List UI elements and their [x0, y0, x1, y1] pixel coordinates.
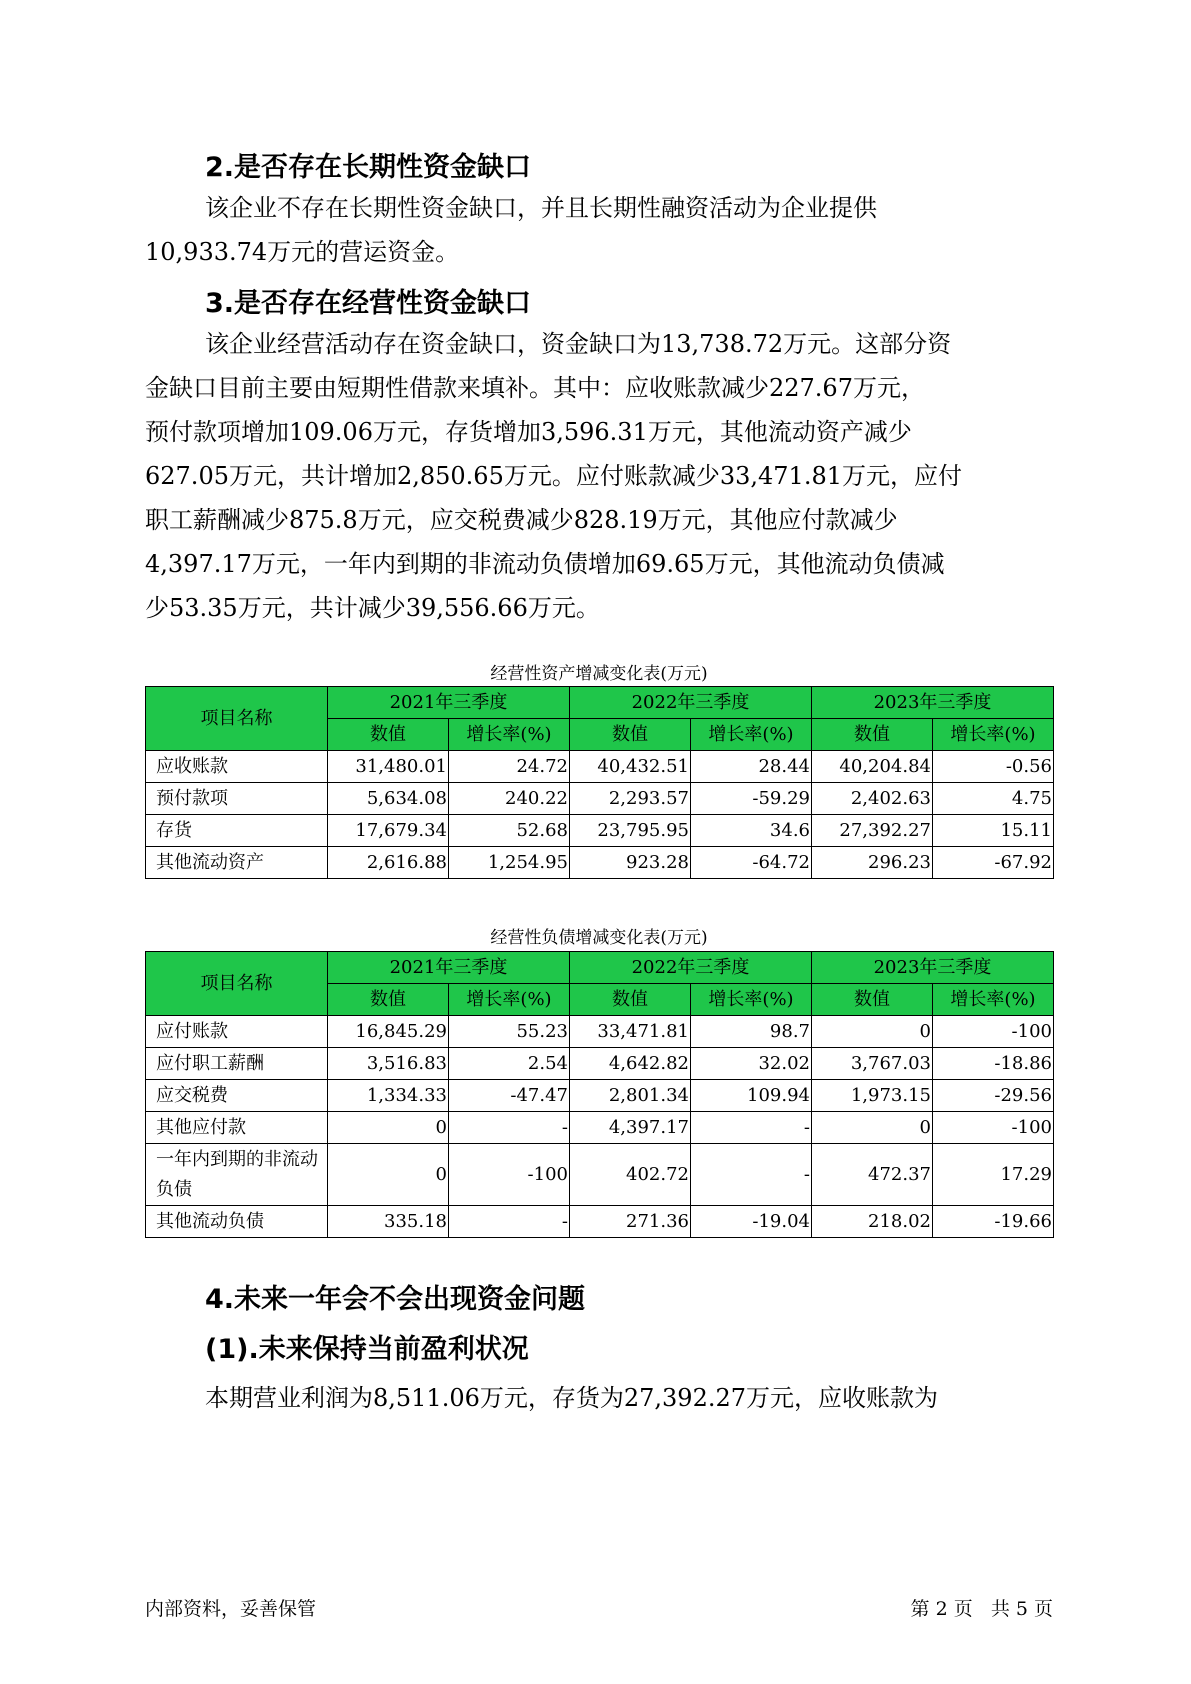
header-period: 2021年三季度: [328, 952, 570, 984]
table-cell: -: [691, 1112, 812, 1144]
table-cell: 335.18: [328, 1206, 449, 1238]
table-row: [146, 1144, 1054, 1206]
row-label: 其他流动负债: [146, 1206, 328, 1238]
asset-table-caption: 经营性资产增减变化表(万元): [490, 664, 708, 684]
table-cell: 0: [328, 1144, 449, 1206]
table-cell: 240.22: [449, 783, 570, 815]
section-4-subheading: (1).未来保持当前盈利状况: [205, 1334, 529, 1365]
table-cell: 0: [812, 1016, 933, 1048]
table-cell: 32.02: [691, 1048, 812, 1080]
footer-page-number: 第 2 页 共 5 页: [910, 1598, 1053, 1620]
paragraph-line: 该企业不存在长期性资金缺口，并且长期性融资活动为企业提供: [205, 194, 877, 222]
table-cell: 24.72: [449, 751, 570, 783]
table-cell: 40,432.51: [570, 751, 691, 783]
table-cell: 218.02: [812, 1206, 933, 1238]
table-row: [146, 815, 1054, 847]
table-row: [146, 847, 1054, 879]
table-row: [146, 783, 1054, 815]
table-cell: -64.72: [691, 847, 812, 879]
header-value: 数值: [328, 984, 449, 1016]
table-cell: 402.72: [570, 1144, 691, 1206]
row-label: 其他应付款: [146, 1112, 328, 1144]
table-cell: 4.75: [933, 783, 1054, 815]
table-cell: 4,397.17: [570, 1112, 691, 1144]
table-cell: -100: [933, 1112, 1054, 1144]
table-cell: 16,845.29: [328, 1016, 449, 1048]
table-cell: 3,516.83: [328, 1048, 449, 1080]
header-period: 2023年三季度: [812, 952, 1054, 984]
row-label: 应收账款: [146, 751, 328, 783]
table-cell: 472.37: [812, 1144, 933, 1206]
header-growth: 增长率(%): [449, 984, 570, 1016]
paragraph-line: 职工薪酬减少875.8万元，应交税费减少828.19万元，其他应付款减少: [145, 506, 898, 534]
header-item-name: 项目名称: [146, 687, 328, 751]
section-3-heading: 3.是否存在经营性资金缺口: [205, 288, 532, 319]
header-value: 数值: [812, 719, 933, 751]
table-row: [146, 1112, 1054, 1144]
header-value: 数值: [812, 984, 933, 1016]
section-2-paragraph: [145, 186, 1045, 274]
row-label: 存货: [146, 815, 328, 847]
table-row: [146, 1016, 1054, 1048]
table-cell: 15.11: [933, 815, 1054, 847]
table-cell: -18.86: [933, 1048, 1054, 1080]
table-cell: -47.47: [449, 1080, 570, 1112]
table-cell: -29.56: [933, 1080, 1054, 1112]
table-row: [146, 751, 1054, 783]
table-cell: 2.54: [449, 1048, 570, 1080]
section-3-paragraph: [145, 322, 1045, 630]
table-cell: 31,480.01: [328, 751, 449, 783]
table-cell: 34.6: [691, 815, 812, 847]
paragraph-line: 少53.35万元，共计减少39,556.66万元。: [145, 594, 600, 622]
table-cell: 55.23: [449, 1016, 570, 1048]
header-value: 数值: [328, 719, 449, 751]
table-cell: 5,634.08: [328, 783, 449, 815]
header-period: 2023年三季度: [812, 687, 1054, 719]
table-cell: -: [449, 1112, 570, 1144]
header-growth: 增长率(%): [691, 719, 812, 751]
table-cell: 3,767.03: [812, 1048, 933, 1080]
header-growth: 增长率(%): [691, 984, 812, 1016]
row-label: 应付职工薪酬: [146, 1048, 328, 1080]
header-growth: 增长率(%): [933, 719, 1054, 751]
header-growth: 增长率(%): [449, 719, 570, 751]
table-cell: 40,204.84: [812, 751, 933, 783]
paragraph-line: 该企业经营活动存在资金缺口，资金缺口为13,738.72万元。这部分资: [205, 330, 952, 358]
header-value: 数值: [570, 984, 691, 1016]
table-row: [146, 1206, 1054, 1238]
table-cell: 1,254.95: [449, 847, 570, 879]
table-cell: -19.66: [933, 1206, 1054, 1238]
table-cell: 17.29: [933, 1144, 1054, 1206]
table-cell: 923.28: [570, 847, 691, 879]
table-cell: 17,679.34: [328, 815, 449, 847]
table-cell: 0: [812, 1112, 933, 1144]
table-cell: -: [691, 1144, 812, 1206]
paragraph-line: 预付款项增加109.06万元，存货增加3,596.31万元，其他流动资产减少: [145, 418, 912, 446]
header-period: 2022年三季度: [570, 952, 812, 984]
table-cell: 33,471.81: [570, 1016, 691, 1048]
table-cell: 28.44: [691, 751, 812, 783]
table-cell: 2,616.88: [328, 847, 449, 879]
header-period: 2022年三季度: [570, 687, 812, 719]
row-label: 其他流动资产: [146, 847, 328, 879]
table-row: [146, 1048, 1054, 1080]
table-cell: 296.23: [812, 847, 933, 879]
table-cell: -100: [933, 1016, 1054, 1048]
row-label: 应交税费: [146, 1080, 328, 1112]
table-cell: 4,642.82: [570, 1048, 691, 1080]
table-cell: 2,801.34: [570, 1080, 691, 1112]
table-cell: 109.94: [691, 1080, 812, 1112]
paragraph-line: 10,933.74万元的营运资金。: [145, 238, 460, 266]
section-4-paragraph: [145, 1376, 1045, 1420]
table-cell: 2,402.63: [812, 783, 933, 815]
paragraph-line: 627.05万元，共计增加2,850.65万元。应付账款减少33,471.81万元，应付: [145, 462, 962, 490]
table-cell: -59.29: [691, 783, 812, 815]
table-cell: -0.56: [933, 751, 1054, 783]
header-period: 2021年三季度: [328, 687, 570, 719]
section-2-heading: 2.是否存在长期性资金缺口: [205, 152, 532, 183]
table-cell: 1,973.15: [812, 1080, 933, 1112]
table-cell: 98.7: [691, 1016, 812, 1048]
row-label: 应付账款: [146, 1016, 328, 1048]
table-cell: 52.68: [449, 815, 570, 847]
asset-table: [145, 686, 1054, 879]
paragraph-line: 本期营业利润为8,511.06万元，存货为27,392.27万元，应收账款为: [205, 1384, 939, 1412]
footer-confidential-note: 内部资料，妥善保管: [145, 1598, 317, 1620]
table-cell: -19.04: [691, 1206, 812, 1238]
row-label: 预付款项: [146, 783, 328, 815]
paragraph-line: 4,397.17万元，一年内到期的非流动负债增加69.65万元，其他流动负债减: [145, 550, 945, 578]
section-4-heading: 4.未来一年会不会出现资金问题: [205, 1284, 586, 1315]
table-cell: -67.92: [933, 847, 1054, 879]
table-cell: 0: [328, 1112, 449, 1144]
paragraph-line: 金缺口目前主要由短期性借款来填补。其中：应收账款减少227.67万元，: [145, 374, 925, 402]
table-row: [146, 1080, 1054, 1112]
table-cell: 271.36: [570, 1206, 691, 1238]
table-cell: 23,795.95: [570, 815, 691, 847]
table-cell: -: [449, 1206, 570, 1238]
header-value: 数值: [570, 719, 691, 751]
table-cell: 2,293.57: [570, 783, 691, 815]
table-cell: 1,334.33: [328, 1080, 449, 1112]
header-growth: 增长率(%): [933, 984, 1054, 1016]
row-label: 一年内到期的非流动负债: [146, 1144, 328, 1206]
liability-table: [145, 951, 1054, 1238]
table-cell: -100: [449, 1144, 570, 1206]
liability-table-caption: 经营性负债增减变化表(万元): [490, 928, 708, 948]
header-item-name: 项目名称: [146, 952, 328, 1016]
table-cell: 27,392.27: [812, 815, 933, 847]
